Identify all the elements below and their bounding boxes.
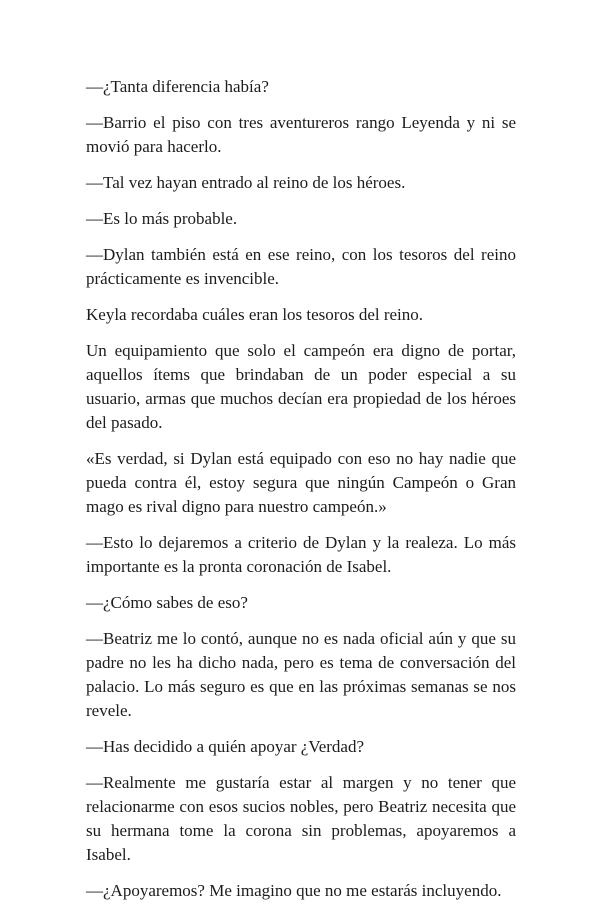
- paragraph: —¿Apoyaremos? Me imagino que no me estarás incluyendo.: [86, 881, 502, 900]
- paragraph: —Tal vez hayan entrado al reino de los héroes.: [86, 173, 406, 192]
- paragraph: —Beatriz me lo contó, aunque no es nada oficial aún y que su padre no les ha dicho nada, pero es tema de conversación del palacio. Lo más seguro es que en las próximas semanas se nos revele.: [86, 629, 516, 720]
- paragraph: «Es verdad, si Dylan está equipado con eso no hay nadie que pueda contra él, estoy segura que ningún Campeón o Gran mago es rival digno para nuestro campeón.»: [86, 449, 516, 516]
- paragraph: —¿Cómo sabes de eso?: [86, 593, 248, 612]
- paragraph: Un equipamiento que solo el campeón era digno de portar, aquellos ítems que brindaban de un poder especial a su usuario, armas que muchos decían era propiedad de los héroes del pasado.: [86, 341, 516, 432]
- document-page: [86, 75, 516, 915]
- paragraph: —Realmente me gustaría estar al margen y no tener que relacionarme con esos sucios nobles, pero Beatriz necesita que su hermana tome la corona sin problemas, apoyaremos a Isabel.: [86, 773, 516, 864]
- paragraph: —¿Tanta diferencia había?: [86, 77, 269, 96]
- paragraph: —Has decidido a quién apoyar ¿Verdad?: [86, 737, 365, 756]
- paragraph: —Es lo más probable.: [86, 209, 238, 228]
- paragraph: —Dylan también está en ese reino, con los tesoros del reino prácticamente es invencible.: [86, 245, 516, 288]
- paragraph: Keyla recordaba cuáles eran los tesoros del reino.: [86, 305, 424, 324]
- paragraph: —Barrio el piso con tres aventureros rango Leyenda y ni se movió para hacerlo.: [86, 113, 516, 156]
- paragraph: —Esto lo dejaremos a criterio de Dylan y la realeza. Lo más importante es la pronta coronación de Isabel.: [86, 533, 516, 576]
